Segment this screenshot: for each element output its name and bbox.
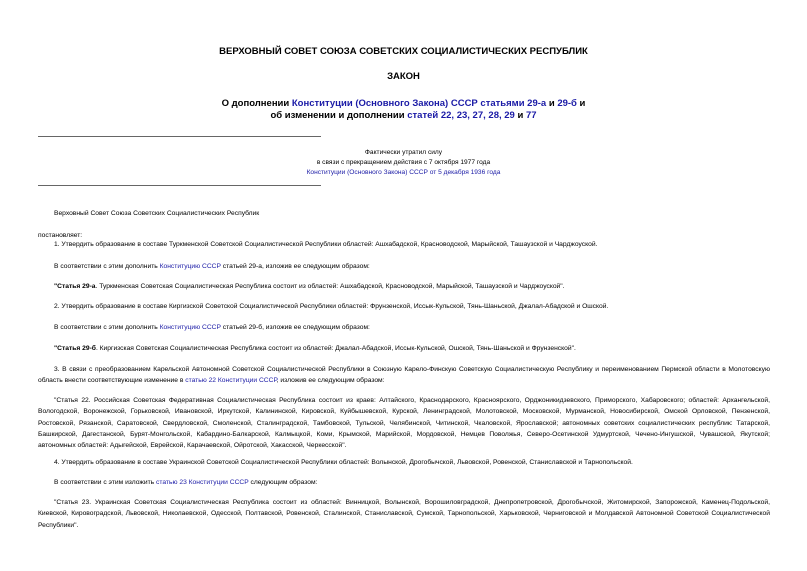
title-text-2: и [546, 98, 558, 109]
title-link-constitution-29a[interactable]: Конституции (Основного Закона) СССР статьями 29-а [291, 98, 547, 109]
p5-text-b: статьей 29-б, изложив ее следующим образом: [220, 324, 370, 331]
paragraph-2 [38, 261, 770, 272]
paragraph-3 [38, 281, 770, 292]
resolves-line: постановляет: [38, 232, 83, 239]
p2-text-a: В соответствии с этим дополнить [54, 263, 160, 270]
divider-bottom [38, 185, 321, 186]
paragraph-11-article-23: "Статья 23. Украинская Советская Социалистическая Республика состоит из областей: Винницкой, Волынской, Ворошиловградской, Днепропетровской, Дрогобычской, Житомирской, Запорожской, Каменец-Подольской, Киевской, Кировоградской, Львовской, Николаевской, Одесской, Полтавской, Ровенской, Сталинской, Станиславской, Сумской, Тарнопольской, Харьковской, Черниговской и Молдавской Автономной Советской Социалистической Республики". [38, 499, 770, 529]
title-text-4: об изменении и дополнении [270, 110, 408, 121]
p2-text-b: статьей 29-а, изложив ее следующим образом: [220, 263, 370, 270]
paragraph-4: 2. Утвердить образование в составе Киргизской Советской Социалистической Республики областей: Фрунзенской, Иссык-Кульской, Тянь-Шаньской, Джалал-Абадской и Ошской. [54, 303, 609, 310]
paragraph-5 [38, 322, 770, 333]
title-link-77[interactable]: 77 [525, 110, 537, 121]
paragraph-10 [38, 477, 770, 488]
paragraph-7 [38, 364, 770, 387]
article-29b-text: . Киргизская Советская Социалистическая Республика состоит из областей: Джалал-Абадской, Иссык-Кульской, Ошской, Тянь-Шаньской и Фрунзенской". [95, 345, 576, 352]
link-article-23[interactable]: статью 23 Конституции СССР [156, 479, 249, 486]
law-title [0, 98, 807, 122]
p10-text-a: В соответствии с этим изложить [54, 479, 157, 486]
paragraph-1: 1. Утвердить образование в составе Туркменской Советской Социалистической Республики областей: Ашхабадской, Красноводской, Марыйской, Ташаузской и Чарджоуской. [54, 241, 598, 248]
doc-type-heading: ЗАКОН [387, 71, 420, 82]
link-article-22[interactable]: статью 22 Конституции СССР [185, 377, 277, 385]
divider-top [38, 136, 321, 137]
article-29a-text: . Туркменская Советская Социалистическая Республика состоит из областей: Ашхабадской, Красноводской, Марыйской, Ташаузской и Чарджоуской". [95, 283, 565, 290]
paragraph-9: 4. Утвердить образование в составе Украинской Советской Социалистической Республики областей: Волынской, Дрогобычской, Львовской, Ровенской, Станиславской и Тарнопольской. [54, 459, 633, 466]
link-constitution-ussr-2[interactable]: Конституцию СССР [159, 324, 221, 331]
article-29b-label: "Статья 29-б [54, 345, 96, 352]
title-text-5: и [514, 110, 526, 121]
status-line-2: в связи с прекращением действия с 7 октября 1977 года [316, 159, 491, 166]
status-note [0, 148, 807, 178]
title-text-1: О дополнении [221, 98, 292, 109]
title-text-3: и [576, 98, 586, 109]
intro-paragraph: Верховный Совет Союза Советских Социалистических Республик [54, 210, 260, 217]
status-link-constitution-1936[interactable]: Конституции (Основного Закона) СССР от 5 декабря 1936 года [306, 169, 501, 176]
p7-text-b: , изложив ее следующим образом: [276, 377, 385, 385]
p10-text-b: следующим образом: [248, 479, 318, 486]
council-heading: ВЕРХОВНЫЙ СОВЕТ СОЮЗА СОВЕТСКИХ СОЦИАЛИСТИЧЕСКИХ РЕСПУБЛИК [219, 46, 588, 57]
paragraph-8-article-22: "Статья 22. Российская Советская Федеративная Социалистическая Республика состоит из краев: Алтайского, Краснодарского, Красноярского, Орджоникидзевского, Приморского, Хабаровского; областей: Архангельской, Вологодской, Воронежской, Горьковской, Ивановской, Иркутской, Калининской, Кировской, Куйбышевской, Курской, Ленинградской, Молотовской, Московской, Мурманской, Новосибирской, Омской Орловской, Пензенской, Ростовской, Рязанской, Саратовской, Свердловской, Смоленской, Сталинградской, Тамбовской, Тульской, Челябинской, Читинской, Чкаловской, Ярославской; автономных советских социалистических республик: Татарской, Башкирской, Дагестанской, Бурят-Монгольской, Кабардино-Балкарской, Калмыцкой, Коми, Крымской, Марийской, Мордовской, Немцев Поволжья, Северо-Осетинской Удмуртской, Чечено-Ингушской, Чувашской, Якутской; автономных областей: Адыгейской, Еврейской, Карачаевской, Ойротской, Хакасской, Черкесской". [38, 397, 770, 450]
link-constitution-ussr-1[interactable]: Конституцию СССР [159, 263, 221, 270]
paragraph-6 [38, 343, 770, 354]
status-line-1: Фактически утратил силу [364, 149, 443, 156]
article-29a-label: "Статья 29-а [54, 283, 96, 290]
title-link-29b[interactable]: 29-б [557, 98, 577, 109]
title-link-articles[interactable]: статей 22, 23, 27, 28, 29 [407, 110, 515, 121]
p5-text-a: В соответствии с этим дополнить [54, 324, 160, 331]
p7-text-a: 3. В связи с преобразованием Карельской Автономной Советской Социалистической Республики в Союзную Карело-Финскую Советскую Социалистическую Республику и переименованием Пермской области в Молотовскую область внести соответствующие изменение в [38, 366, 770, 385]
